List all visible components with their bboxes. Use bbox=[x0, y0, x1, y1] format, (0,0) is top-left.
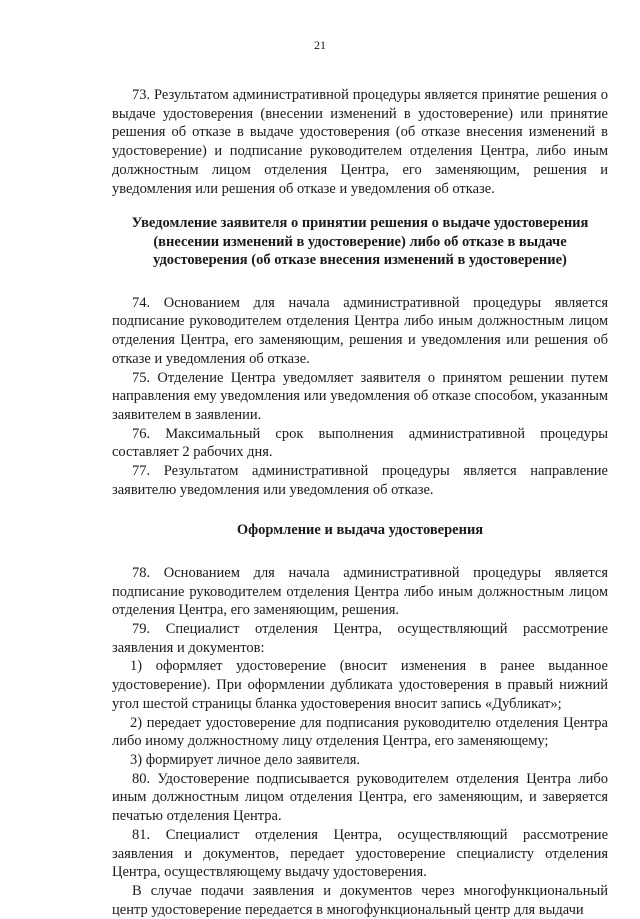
paragraph-mfc: В случае подачи заявления и документов через многофункциональный центр удостоверение передается в многофункциональный центр для выдачи bbox=[112, 882, 608, 918]
list-item-79-2: 2) передает удостоверение для подписания руководителю отделения Центра либо иному должностному лицу отделения Центра, его заменяющему; bbox=[112, 714, 608, 750]
paragraph-75: 75. Отделение Центра уведомляет заявителя о принятом решении путем направления ему уведомления или уведомления об отказе способом, указанным заявителем в заявлении. bbox=[112, 369, 608, 423]
paragraph-73: 73. Результатом административной процедуры является принятие решения о выдаче удостоверения (внесении изменений в удостоверение) или принятие решения об отказе в выдаче удостоверения (об отказе внесения изменений в удостоверение) и подписание руководителем отделения Центра, либо иным должностным лицом отделения Центра, его заменяющим, решения и уведомления или решения об отказе и уведомления об отказе. bbox=[112, 87, 608, 197]
paragraph-77: 77. Результатом административной процедуры является направление заявителю уведомления или уведомления об отказе. bbox=[112, 463, 608, 498]
page-content bbox=[112, 86, 608, 919]
page-number: 21 bbox=[314, 38, 326, 52]
list-item-79-1: 1) оформляет удостоверение (вносит изменения в ранее выданное удостоверение). При оформлении дубликата удостоверения в правый нижний угол шестой страницы бланка удостоверения вносит запись «Дубликат»; bbox=[112, 658, 608, 712]
paragraph-80: 80. Удостоверение подписывается руководителем отделения Центра либо иным должностным лицом отделения Центра, его заменяющим, и заверяется печатью отделения Центра. bbox=[112, 770, 608, 825]
list-item-79-3: 3) формирует личное дело заявителя. bbox=[130, 751, 361, 768]
paragraph-81: 81. Специалист отделения Центра, осуществляющий рассмотрение заявления и документов, передает удостоверение специалисту отделения Центра, осуществляющему выдачу удостоверения. bbox=[112, 826, 608, 881]
paragraph-78: 78. Основанием для начала административной процедуры является подписание руководителем отделения Центра либо иным должностным лицом отделения Центра, его заменяющим, решения. bbox=[112, 564, 608, 619]
section-heading-notification: Уведомление заявителя о принятии решения о выдаче удостоверения (внесении изменений в удостоверение) либо об отказе в выдаче удостоверения (об отказе внесения изменений в удостоверение) bbox=[131, 215, 589, 269]
paragraph-74: 74. Основанием для начала административной процедуры является подписание руководителем отделения Центра либо иным должностным лицом отделения Центра, его заменяющим, решения и уведомления или решения об отказе и уведомления об отказе. bbox=[112, 294, 608, 367]
paragraph-79: 79. Специалист отделения Центра, осуществляющий рассмотрение заявления и документов: bbox=[112, 621, 608, 656]
section-heading-issuance: Оформление и выдача удостоверения bbox=[236, 522, 484, 539]
paragraph-76: 76. Максимальный срок выполнения административной процедуры составляет 2 рабочих дня. bbox=[112, 425, 608, 461]
